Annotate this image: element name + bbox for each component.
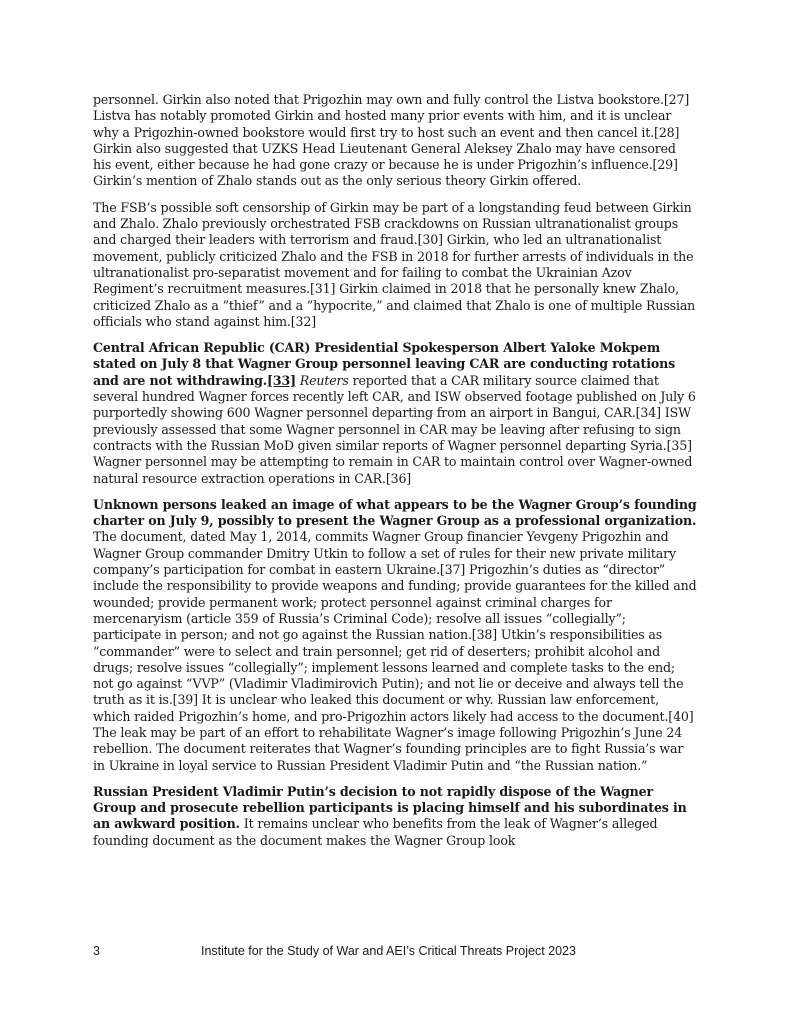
footnote-link-33[interactable]: [33] (267, 372, 296, 388)
document-body (93, 92, 697, 859)
paragraph-3 (93, 340, 697, 487)
paragraph-5-lead: Russian President Vladimir Putin’s decision to not rapidly dispose of the Wagner Group and prosecute rebellion participants is placing himself and his subordinates in an awkward position. (93, 783, 687, 832)
paragraph-4-lead: Unknown persons leaked an image of what appears to be the Wagner Group’s founding charter on July 9, possibly to present the Wagner Group as a professional organization. (93, 496, 697, 529)
paragraph-3-italic-source: Reuters (299, 372, 349, 388)
page-footer (93, 944, 697, 962)
paragraph-5 (93, 784, 697, 849)
paragraph-2 (93, 200, 697, 330)
paragraph-5-text: It remains unclear who benefits from the leak of Wagner’s alleged founding document as the document makes the Wagner Group look (93, 816, 658, 848)
page-number: 3 (93, 944, 100, 958)
paragraph-1-text: personnel. Girkin also noted that Prigozhin may own and fully control the Listva bookstore.[27] Listva has notably promoted Girkin and hosted many prior events with him, and it is unclear why a Prigozhin-owned bookstore would first try to host such an event and then cancel it.[28] Girkin also suggested that UZKS Head Lieutenant General Aleksey Zhalo may have censored his event, either because he had gone crazy or because he is under Prigozhin’s influence.[29] Girkin’s mention of Zhalo stands out as the only serious theory Girkin offered. (93, 92, 690, 189)
paragraph-4 (93, 497, 697, 774)
paragraph-2-text: The FSB’s possible soft censorship of Girkin may be part of a longstanding feud between Girkin and Zhalo. Zhalo previously orchestrated FSB crackdowns on Russian ultranationalist groups and charged their leaders with terrorism and fraud.[30] Girkin, who led an ultranationalist movement, publicly criticized Zhalo and the FSB in 2018 for further arrests of individuals in the ultranationalist pro-separatist movement and for failing to combat the Ukrainian Azov Regiment’s recruitment measures.[31] Girkin claimed in 2018 that he personally knew Zhalo, criticized Zhalo as a ”thief” and a ”hypocrite,” and claimed that Zhalo is one of multiple Russian officials who stand against him.[32] (93, 199, 696, 329)
paragraph-3-text: reported that a CAR military source claimed that several hundred Wagner forces recently left CAR, and ISW observed footage published on July 6 purportedly showing 600 Wagner personnel departing from an airport in Bangui, CAR.[34] ISW previously assessed that some Wagner personnel in CAR may be leaving after refusing to sign contracts with the Russian MoD given similar reports of Wagner personnel departing Syria.[35] Wagner personnel may be attempting to remain in CAR to maintain control over Wagner-owned natural resource extraction operations in CAR.[36] (93, 372, 696, 486)
footer-text: Institute for the Study of War and AEI’s Critical Threats Project 2023 (201, 944, 576, 958)
paragraph-4-text: The document, dated May 1, 2014, commits Wagner Group financier Yevgeny Prigozhin and Wagner Group commander Dmitry Utkin to follow a set of rules for their new private military company’s participation for combat in eastern Ukraine.[37] Prigozhin’s duties as “director” include the responsibility to provide weapons and funding; provide guarantees for the killed and wounded; provide permanent work; protect personnel against criminal charges for mercenaryism (article 359 of Russia’s Criminal Code); resolve all issues “collegially”; participate in person; and not go against the Russian nation.[38] Utkin’s responsibilities as “commander” were to select and train personnel; get rid of deserters; prohibit alcohol and drugs; resolve issues “collegially”; implement lessons learned and complete tasks to the end; not go against “VVP” (Vladimir Vladimirovich Putin); and not lie or deceive and always tell the truth as it is.[39] It is unclear who leaked this document or why. Russian law enforcement, which raided Prigozhin’s home, and pro-Prigozhin actors likely had access to the document.[40] The leak may be part of an effort to rehabilitate Wagner’s image following Prigozhin’s June 24 rebellion. The document reiterates that Wagner’s founding principles are to fight Russia’s war in Ukraine in loyal service to Russian President Vladimir Putin and “the Russian nation.” (93, 529, 697, 773)
paragraph-1 (93, 92, 697, 190)
paragraph-3-lead-text: Central African Republic (CAR) Presidential Spokesperson Albert Yaloke Mokpem stated on July 8 that Wagner Group personnel leaving CAR are conducting rotations and are not withdrawing. (93, 340, 676, 388)
